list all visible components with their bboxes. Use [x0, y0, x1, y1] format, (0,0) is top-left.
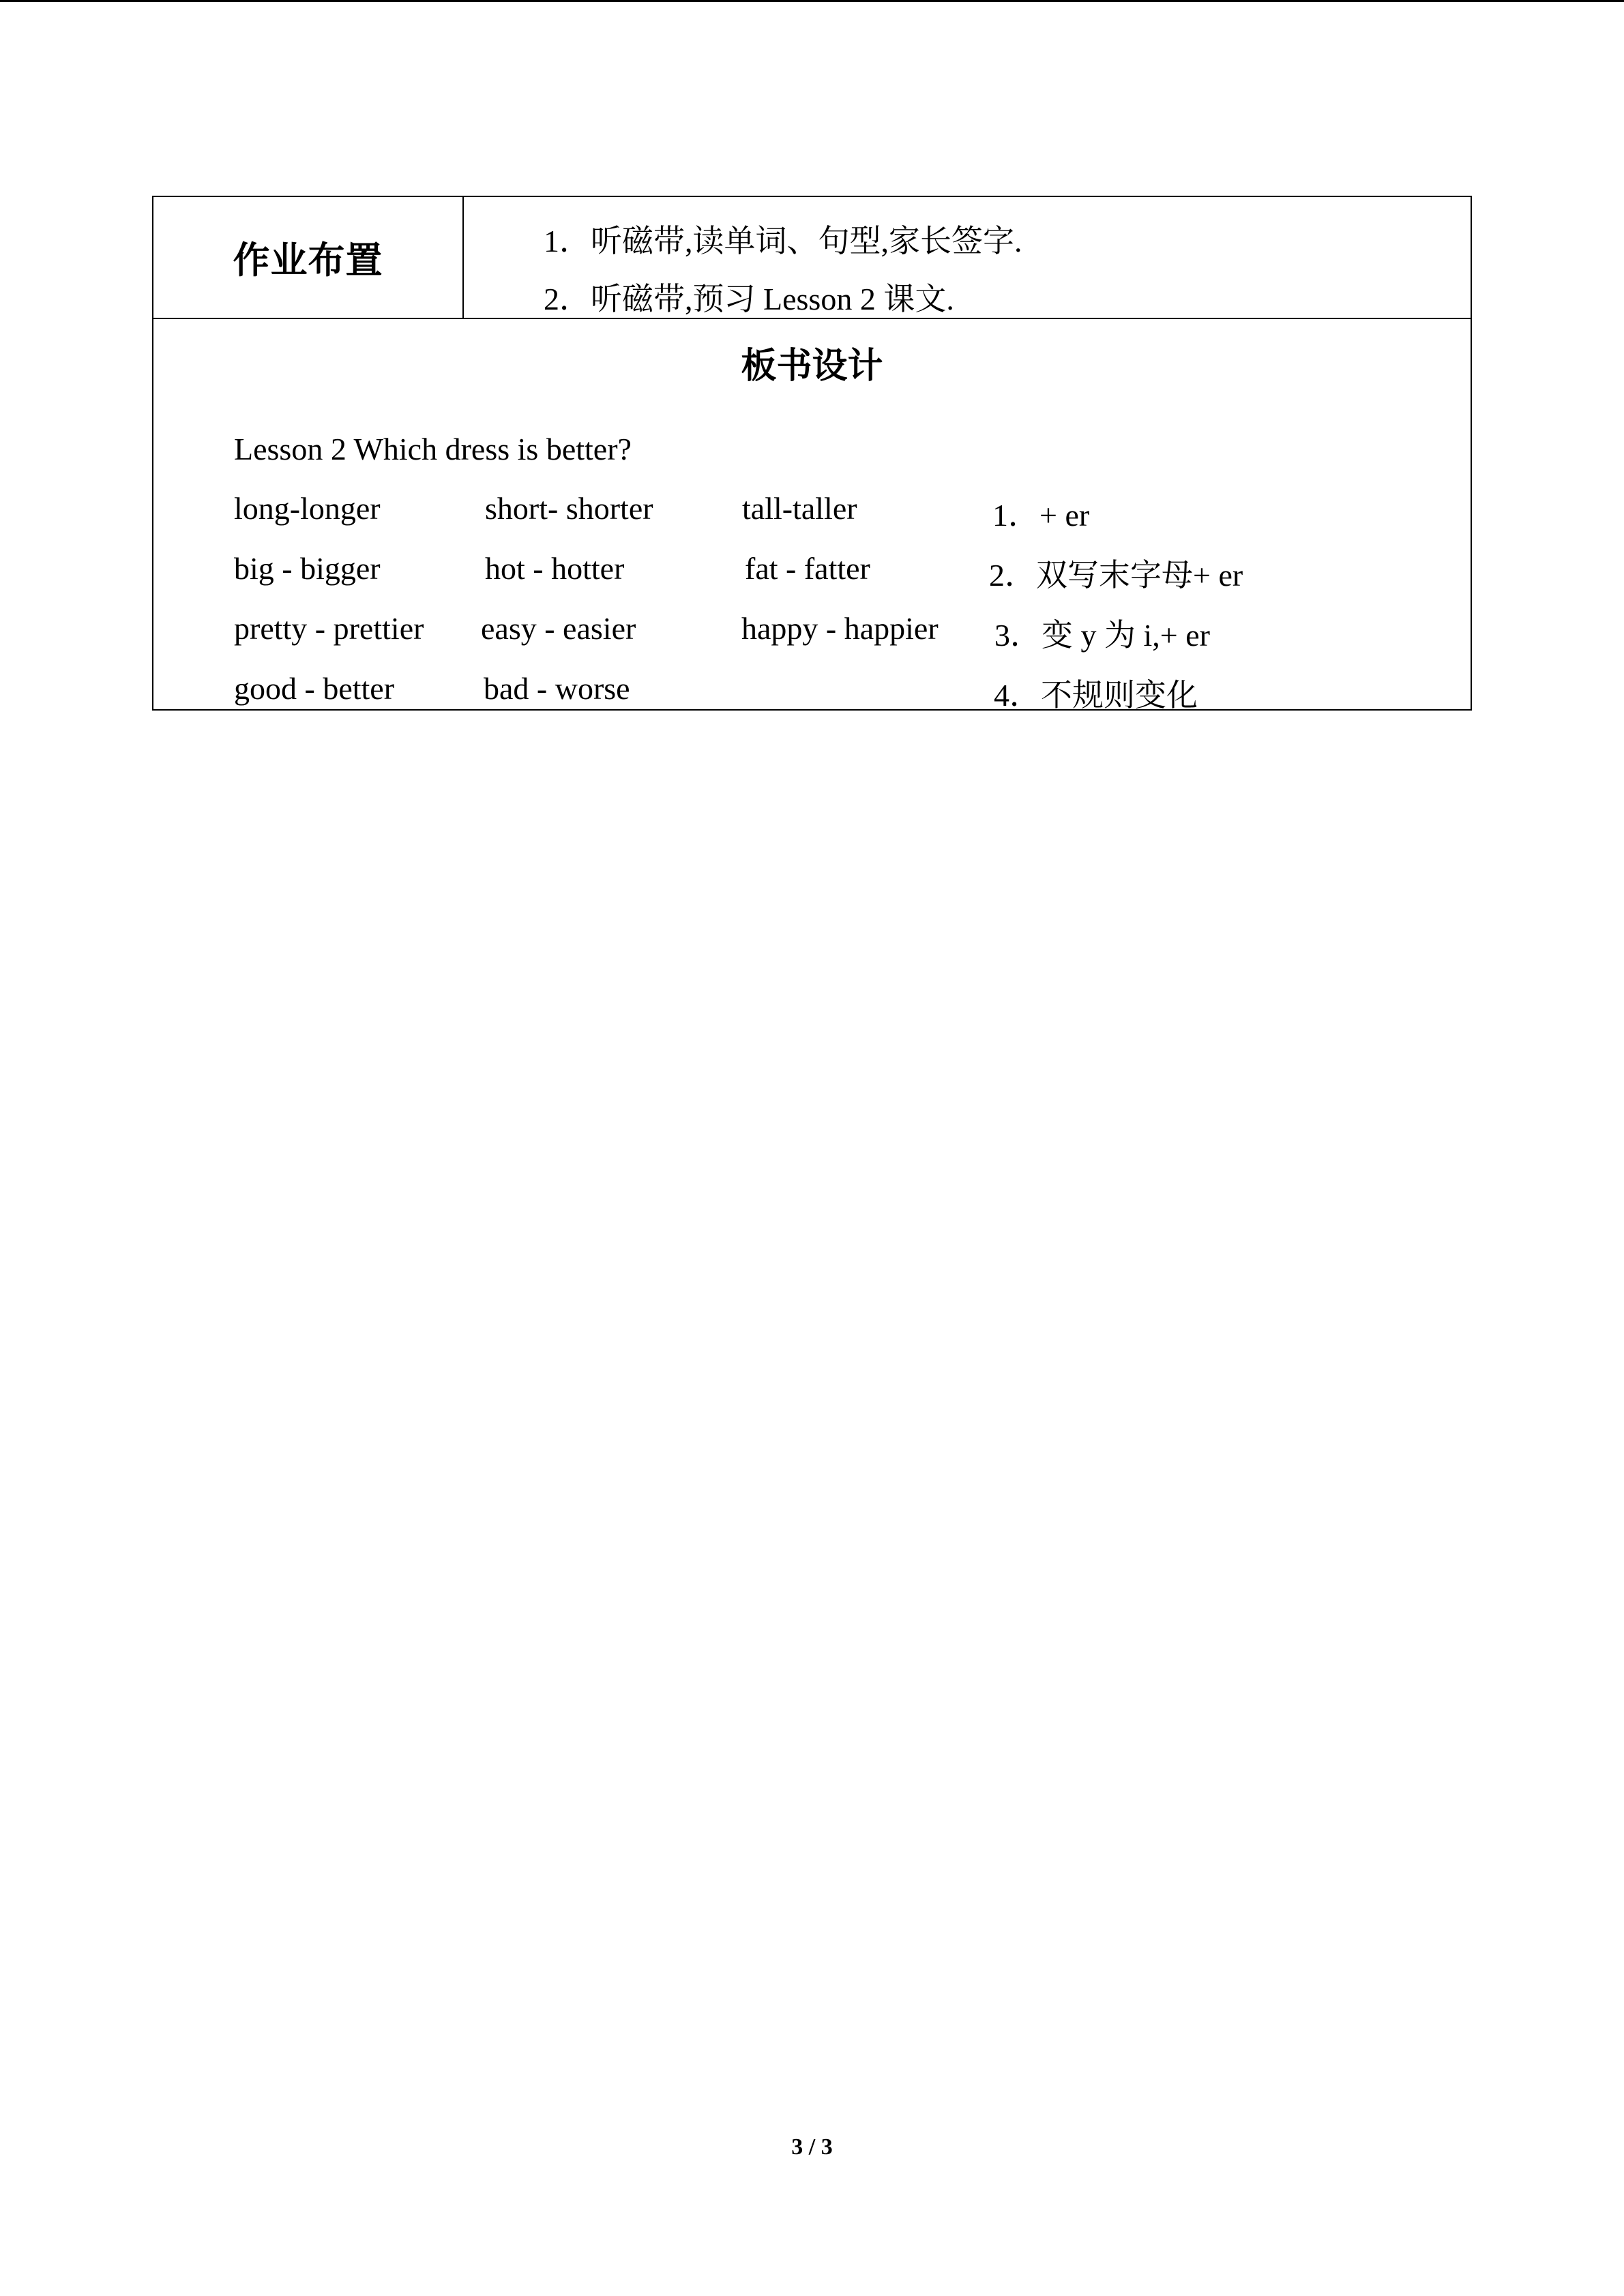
board-row-3-col-3: happy - happier — [741, 611, 939, 646]
board-row-1-col-3: tall-taller — [742, 491, 857, 526]
homework-label-cell — [153, 197, 464, 318]
board-lesson-title: Lesson 2 Which dress is better? — [234, 432, 632, 466]
board-row-3-col-1: pretty - prettier — [234, 611, 424, 646]
board-row-1-col-2: short- shorter — [485, 491, 653, 526]
board-row-4-col-4: 4．不规则变化 — [994, 678, 1198, 713]
board-row-2-col-1: big - bigger — [234, 551, 381, 586]
board-row-1-col-1: long-longer — [234, 491, 381, 526]
homework-item-1: 1．听磁带,读单词、句型,家长签字. — [544, 224, 1022, 258]
page-number: 3 / 3 — [791, 2134, 833, 2160]
board-row-3-col-4: 3．变 y 为 i,+ er — [994, 618, 1210, 653]
board-row-4-col-2: bad - worse — [484, 671, 630, 706]
board-row-2-col-2: hot - hotter — [485, 551, 625, 586]
lesson-plan-table — [152, 196, 1472, 711]
homework-item-2: 2．听磁带,预习 Lesson 2 课文. — [544, 282, 954, 316]
board-row-2-col-4: 2．双写末字母+ er — [989, 558, 1243, 593]
homework-label: 作业布置 — [233, 239, 383, 282]
homework-row — [153, 197, 1471, 319]
board-design-title: 板书设计 — [741, 346, 883, 387]
board-row-4-col-1: good - better — [234, 671, 395, 706]
board-row-3-col-2: easy - easier — [481, 611, 636, 646]
board-row-2-col-3: fat - fatter — [745, 551, 870, 586]
board-row-1-col-4: 1．+ er — [992, 498, 1090, 533]
top-border-line — [0, 0, 1624, 2]
